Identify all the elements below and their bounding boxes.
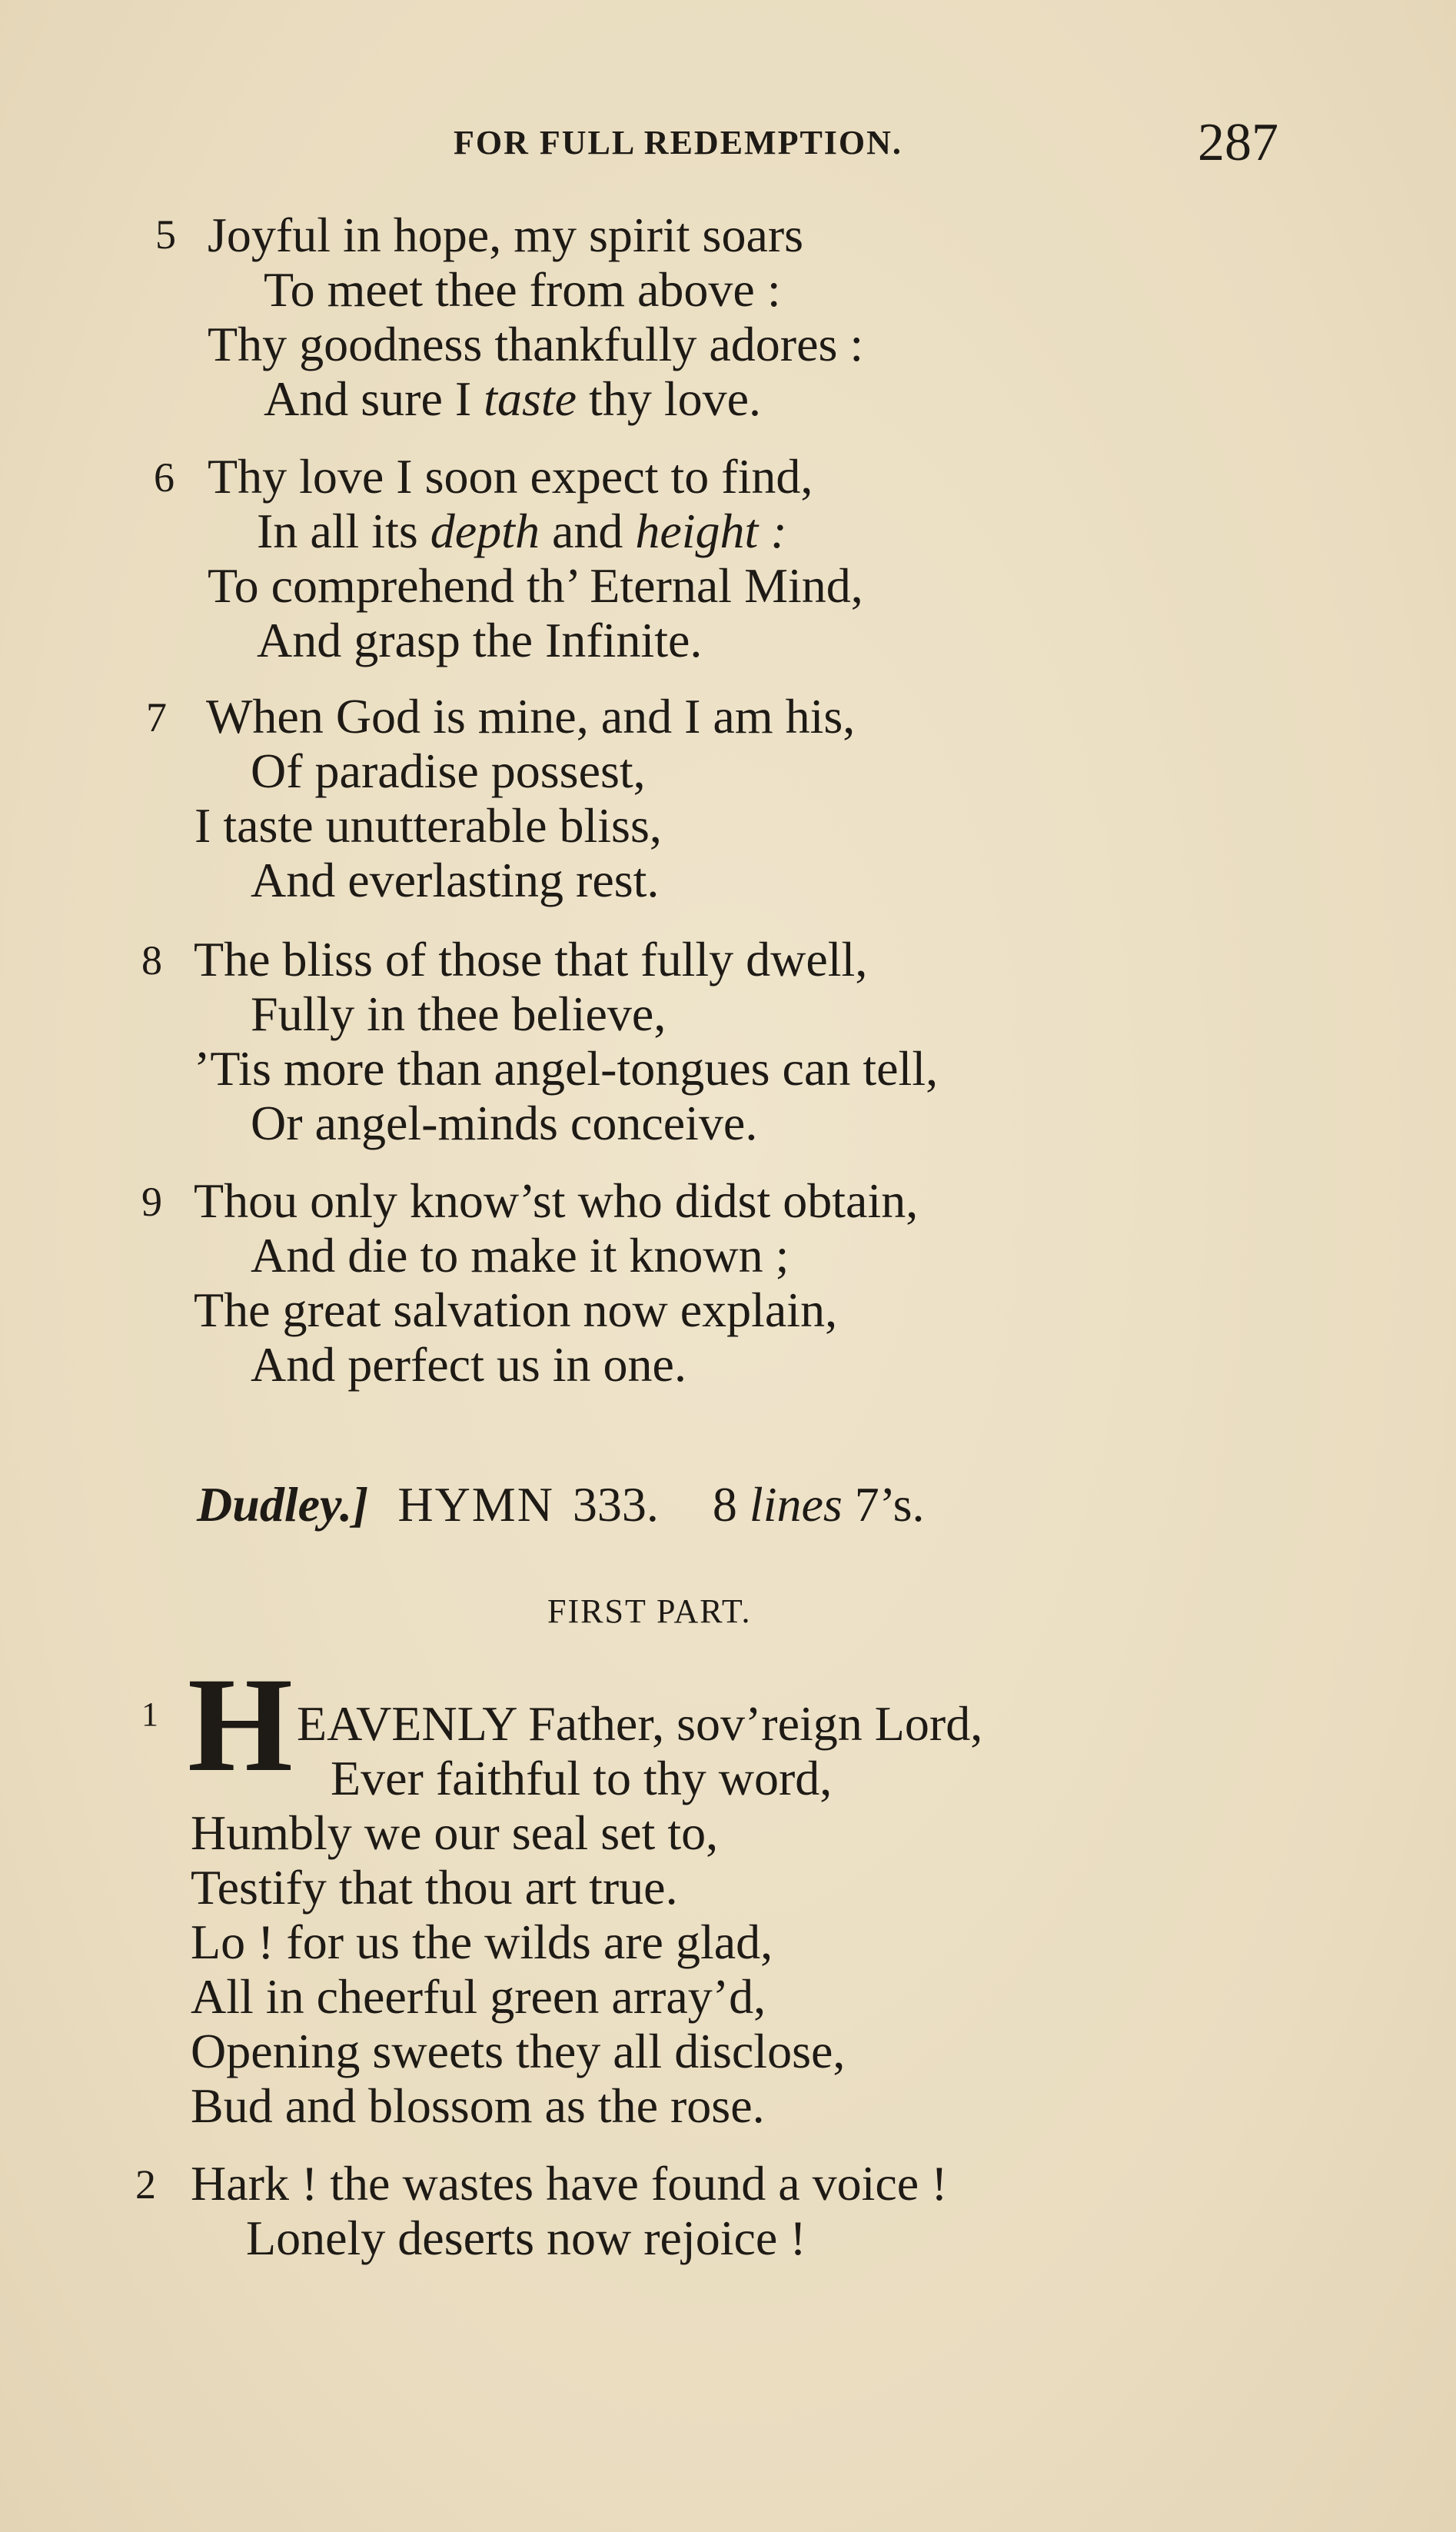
verse-line: Bud and blossom as the rose. [191,2078,765,2133]
verse-line: I taste unutterable bliss, [194,798,662,853]
verse-line: Thy love I soon expect to find, [208,449,813,504]
verse-line: And grasp the Infinite. [257,613,703,667]
verse-line: And sure I taste thy love. [264,371,761,426]
stanza-number: 5 [155,211,176,258]
hymn-number: 333. [572,1477,659,1532]
verse-line: The bliss of those that fully dwell, [194,932,868,987]
verse-line: Hark ! the wastes have found a voice ! [191,2156,948,2211]
verse-line: When God is mine, and I am his, [206,689,856,744]
verse-line: Fully in thee believe, [251,987,667,1041]
hymn-title: HYMN [397,1477,554,1532]
verse-line: To comprehend th’ Eternal Mind, [208,558,863,613]
verse-line: Humbly we our seal set to, [191,1805,719,1860]
verse-line: And perfect us in one. [251,1337,686,1392]
drop-cap: H [188,1650,293,1800]
page-number: 287 [1198,113,1278,172]
verse-line: Testify that thou art true. [191,1860,678,1915]
verse-line: The great salvation now explain, [194,1283,838,1337]
hymn-heading [197,1476,924,1533]
hymn-meter: 8 lines 7’s. [712,1477,925,1532]
verse-line: In all its depth and height : [257,504,787,558]
stanza-number: 8 [141,937,162,983]
verse-line: All in cheerful green array’d, [191,1969,766,2024]
running-title: FOR FULL REDEMPTION. [454,124,903,161]
stanza-number: 6 [154,454,175,501]
stanza-number: 1 [141,1695,158,1733]
verse-line: Joyful in hope, my spirit soars [208,208,804,262]
verse-line: And everlasting rest. [251,853,660,907]
verse-line: Thy goodness thankfully adores : [208,317,864,371]
verse-line: Of paradise possest, [251,744,646,798]
verse-line: EAVENLY Father, sov’reign Lord, [297,1696,983,1751]
tune-name: Dudley.] [197,1477,369,1532]
verse-line: Opening sweets they all disclose, [191,2024,846,2078]
verse-line: Thou only know’st who didst obtain, [194,1173,919,1228]
stanza-number: 9 [141,1179,162,1225]
verse-line: And die to make it known ; [251,1228,789,1283]
stanza-number: 7 [146,694,167,740]
verse-line: ’Tis more than angel-tongues can tell, [194,1041,939,1096]
verse-line: Lonely deserts now rejoice ! [246,2211,806,2265]
stanza-number: 2 [135,2161,156,2208]
verse-line: Or angel-minds conceive. [251,1096,758,1150]
verse-line: Lo ! for us the wilds are glad, [191,1915,773,1969]
part-title: FIRST PART. [547,1592,752,1630]
verse-line: To meet thee from above : [264,262,781,317]
verse-line: Ever faithful to thy word, [331,1751,833,1805]
